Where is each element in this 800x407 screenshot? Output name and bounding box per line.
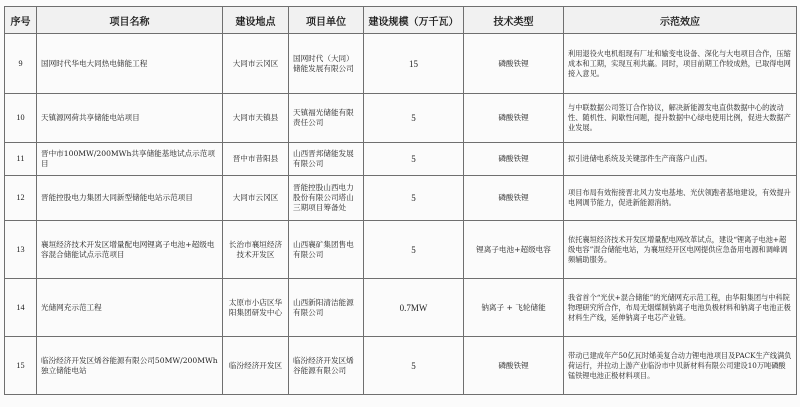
cell-location: 大同市天镇县 xyxy=(223,94,289,143)
cell-effect: 依托襄垣经济技术开发区增量配电网改革试点，建设“锂离子电池+超级电容”混合储能电站，为襄垣经开区电网提供应急备用电源和调峰调频辅助服务。 xyxy=(564,221,797,279)
cell-effect: 拟引进储电系统及关键部件生产商落户山西。 xyxy=(564,143,797,176)
table-header-row xyxy=(5,7,797,34)
table-row xyxy=(5,143,797,176)
cell-unit: 天镇福光储能有限责任公司 xyxy=(289,94,364,143)
cell-no: 9 xyxy=(5,34,37,94)
cell-project-name: 天镇源网荷共享储能电站项目 xyxy=(37,94,223,143)
cell-tech: 磷酸铁锂 xyxy=(464,337,564,395)
cell-unit: 国网时代（大同）储能发展有限公司 xyxy=(289,34,364,94)
header-unit: 项目单位 xyxy=(289,7,364,34)
header-effect: 示范效应 xyxy=(564,7,797,34)
cell-no: 15 xyxy=(5,337,37,395)
table-row xyxy=(5,94,797,143)
cell-project-name: 国网时代华电大同热电储能工程 xyxy=(37,34,223,94)
cell-tech: 磷酸铁锂 xyxy=(464,176,564,221)
cell-project-name: 襄垣经济技术开发区增量配电网锂离子电池+超级电容混合储能试点示范项目 xyxy=(37,221,223,279)
header-project-name: 项目名称 xyxy=(37,7,223,34)
cell-unit: 临汾经济开发区烯谷能源有限公司 xyxy=(289,337,364,395)
table-row xyxy=(5,337,797,395)
cell-scale: 5 xyxy=(364,221,464,279)
cell-location: 长治市襄垣经济技术开发区 xyxy=(223,221,289,279)
cell-project-name: 晋能控股电力集团大同新型储能电站示范项目 xyxy=(37,176,223,221)
cell-location: 晋中市昔阳县 xyxy=(223,143,289,176)
cell-scale: 5 xyxy=(364,176,464,221)
cell-no: 13 xyxy=(5,221,37,279)
cell-scale: 0.7MW xyxy=(364,279,464,337)
cell-unit: 山西晋邦储能发展有限公司 xyxy=(289,143,364,176)
cell-effect: 与中联数据公司签订合作协议，解决新能源发电直供数据中心的波动性、随机性、间歇性问题，提升数据中心绿电使用比例，促进大数据产业发展。 xyxy=(564,94,797,143)
table-row xyxy=(5,221,797,279)
cell-project-name: 临汾经济开发区烯谷能源有限公司50MW/200MWh独立储能电站 xyxy=(37,337,223,395)
cell-unit: 山西襄矿集团售电有限公司 xyxy=(289,221,364,279)
cell-location: 太原市小店区华阳集团研发中心 xyxy=(223,279,289,337)
table-row xyxy=(5,279,797,337)
cell-location: 大同市云冈区 xyxy=(223,176,289,221)
cell-effect: 利用退役火电机组现有厂址和输变电设备、深化与大电项目合作，压缩成本和工期，实现互利共赢。同时，项目前期工作较成熟，已取得电网接入意见。 xyxy=(564,34,797,94)
cell-location: 临汾经济开发区 xyxy=(223,337,289,395)
energy-storage-projects-table xyxy=(4,6,797,395)
header-location: 建设地点 xyxy=(223,7,289,34)
header-no: 序号 xyxy=(5,7,37,34)
table-row xyxy=(5,34,797,94)
cell-no: 12 xyxy=(5,176,37,221)
cell-location: 大同市云冈区 xyxy=(223,34,289,94)
cell-tech: 磷酸铁锂 xyxy=(464,143,564,176)
cell-unit: 山西新阳清洁能源有限公司 xyxy=(289,279,364,337)
cell-no: 11 xyxy=(5,143,37,176)
cell-scale: 5 xyxy=(364,143,464,176)
cell-effect: 我省首个“光伏+混合储能”的光储网充示范工程，由华阳集团与中科院物理研究所合作，布局无烟煤制钠离子电池负极材料和钠离子电池正极材料生产线，延伸钠离子电芯产业链。 xyxy=(564,279,797,337)
cell-unit: 晋能控股山西电力股份有限公司塔山三期项目筹备处 xyxy=(289,176,364,221)
cell-effect: 带动已建成年产50亿瓦时烯美复合动力锂电池项目及PACK生产线满负荷运行，并拉动上游产业临汾市中贝新材料有限公司建设10万吨磷酸锰铁锂电池正极材料项目。 xyxy=(564,337,797,395)
header-scale: 建设规模（万千瓦） xyxy=(364,7,464,34)
cell-effect: 项目布局有效衔接晋北风力发电基地、光伏领跑者基地建设，有效提升电网调节能力，促进新能源消纳。 xyxy=(564,176,797,221)
cell-project-name: 晋中市100MW/200MWh共享储能基地试点示范项目 xyxy=(37,143,223,176)
cell-scale: 15 xyxy=(364,34,464,94)
cell-scale: 5 xyxy=(364,94,464,143)
cell-tech: 锂离子电池+超级电容 xyxy=(464,221,564,279)
cell-scale: 5 xyxy=(364,337,464,395)
cell-tech: 磷酸铁锂 xyxy=(464,34,564,94)
cell-no: 10 xyxy=(5,94,37,143)
cell-tech: 钠离子 + 飞轮储能 xyxy=(464,279,564,337)
cell-project-name: 光储网充示范工程 xyxy=(37,279,223,337)
cell-no: 14 xyxy=(5,279,37,337)
header-tech: 技术类型 xyxy=(464,7,564,34)
table-row xyxy=(5,176,797,221)
cell-tech: 磷酸铁锂 xyxy=(464,94,564,143)
